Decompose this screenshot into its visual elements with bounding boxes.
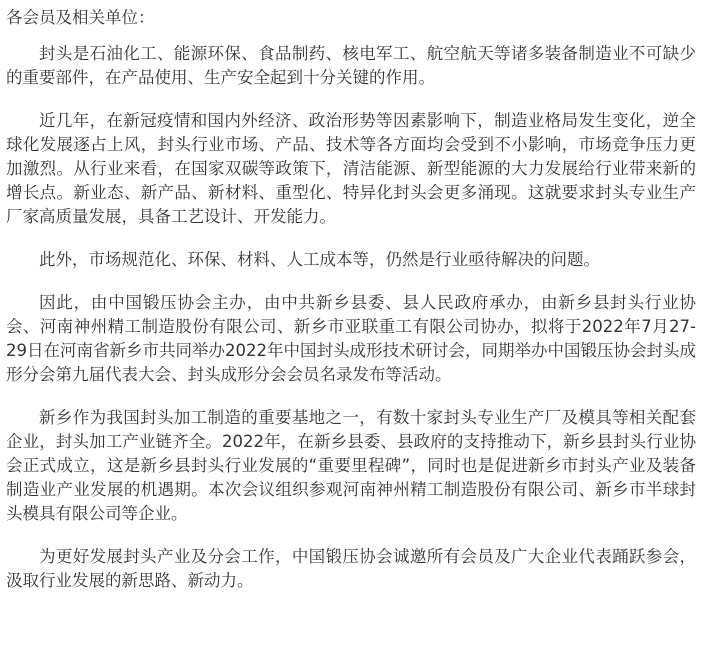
- paragraph-2: 近几年，在新冠疫情和国内外经济、政治形势等因素影响下，制造业格局发生变化，逆全球化发展逐占上风，封头行业市场、产品、技术等各方面均会受到不小影响，市场竞争压力更加激烈。从行业来看，在国家双碳等政策下，清洁能源、新型能源的大力发展给行业带来新的增长点。新业态、新产品、新材料、重型化、特异化封头会更多涌现。这就要求封头专业生产厂家高质量发展，具备工艺设计、开发能力。: [6, 111, 696, 226]
- paragraph-3: 此外，市场规范化、环保、材料、人工成本等，仍然是行业亟待解决的问题。: [39, 250, 600, 269]
- paragraph-6: 为更好发展封头产业及分会工作，中国锻压协会诚邀所有会员及广大企业代表踊跃参会，汲取行业发展的新思路、新动力。: [6, 547, 696, 590]
- paragraph-5: 新乡作为我国封头加工制造的重要基地之一，有数十家封头专业生产厂及模具等相关配套企业，封头加工产业链齐全。2022年，在新乡县委、县政府的支持推动下，新乡县封头行业协会正式成立，这是新乡县封头行业发展的“重要里程碑”，同时也是促进新乡市封头产业及装备制造业产业发展的机遇期。本次会议组织参观河南神州精工制造股份有限公司、新乡市半球封头模具有限公司等企业。: [6, 408, 696, 523]
- document-body: [6, 6, 696, 593]
- salutation: 各会员及相关单位：: [6, 8, 155, 27]
- paragraph-1: 封头是石油化工、能源环保、食品制药、核电军工、航空航天等诸多装备制造业不可缺少的重要部件，在产品使用、生产安全起到十分关键的作用。: [6, 44, 696, 87]
- paragraph-4: 因此，由中国锻压协会主办，由中共新乡县委、县人民政府承办，由新乡县封头行业协会、河南神州精工制造股份有限公司、新乡市亚联重工有限公司协办，拟将于2022年7月27-29日在河南省新乡市共同举办2022年中国封头成形技术研讨会，同期举办中国锻压协会封头成形分会第九届代表大会、封头成形分会会员名录发布等活动。: [6, 293, 696, 384]
